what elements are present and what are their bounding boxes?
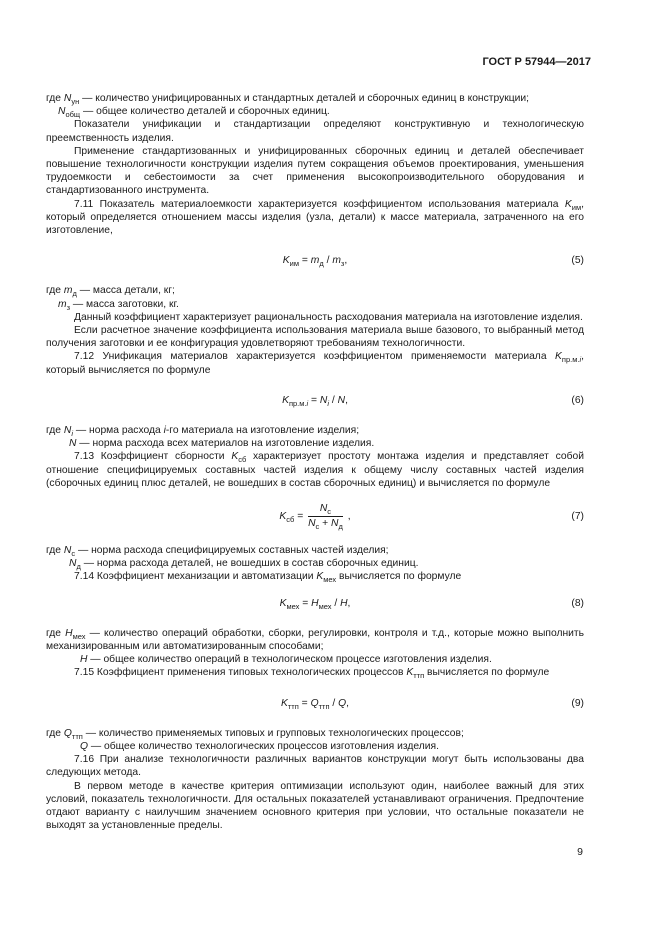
formula-8-expression: $K_{мех} = H_{мех} / H$, xyxy=(279,597,351,611)
clause-7-15: 7.15 Коэффициент применения типовых технологических процессов $K_{ттп}$ вычисляется по формуле xyxy=(74,667,550,681)
clause-7-13: 7.13 Коэффициент сборности $K_{сб}$ характеризует простоту монтажа изделия и представляет собой отношение специфицируемых составных частей изделия к общему числу составных частей изделия (сборочных единиц плюс деталей, не вошедших в состав сборочных единиц) и вычисляется по формуле xyxy=(46,451,584,489)
definition-h-total: H — общее количество операций в технологическом процессе изготовления изделия. xyxy=(80,654,492,666)
definition-n-un: где $N_{ун}$ — количество унифицированных и стандартных деталей и сборочных единиц в конструкции; xyxy=(46,93,529,106)
definition-n-total: $N_{общ}$ — общее количество деталей и сборочных единиц. xyxy=(58,106,330,120)
formula-8 xyxy=(46,597,584,610)
clause-7-11: 7.11 Показатель материалоемкости характеризуется коэффициентом использования материала $K_{им}$, который определяется отношением массы изделия (узла, детали) к массе материала, затраченного на его изготовление, xyxy=(46,198,584,237)
definition-q-ttp: где $Q_{ттп}$ — количество применяемых типовых и групповых технологических процессов; xyxy=(46,727,464,741)
paragraph-unification: Показатели унификации и стандартизации определяют конструктивную и технологическую преемственность изделия. xyxy=(46,119,584,144)
formula-7-expression: $K_{сб}$ = $\frac{N_с}{N_с + N_д}$ , xyxy=(279,503,351,532)
definition-h-mech-lead: где $H_{мех}$ — количество операций обработки, сборки, регулировки, контроля и т.д., которые можно выполнить механизированным или автоматизированным способами; xyxy=(46,627,584,653)
clause-7-14: 7.14 Коэффициент механизации и автоматизации $K_{мех}$ вычисляется по формуле xyxy=(74,571,462,585)
definition-m-detail: где $m_д$ — масса детали, кг; xyxy=(46,285,175,299)
formula-5-number: (5) xyxy=(571,255,584,267)
paragraph-coefficient-meaning: Данный коэффициент характеризует рациональность расходования материала на изготовление изделия. xyxy=(74,311,583,323)
formula-6-number: (6) xyxy=(571,394,584,406)
document-header: ГОСТ Р 57944—2017 xyxy=(482,56,591,68)
formula-6-expression: $K_{пр.м.i} = N_i / N$, xyxy=(282,394,348,408)
formula-6 xyxy=(46,394,584,407)
formula-8-number: (8) xyxy=(571,597,584,609)
formula-7-number: (7) xyxy=(571,511,584,523)
formula-9 xyxy=(46,697,584,710)
definition-q-total: Q — общее количество технологических процессов изготовления изделия. xyxy=(80,741,439,753)
clause-7-12: 7.12 Унификация материалов характеризуется коэффициентом применяемости материала $K_{пр.м.i}$, который вычисляется по формуле xyxy=(46,351,584,376)
formula-5 xyxy=(46,254,584,267)
definition-n-c: где $N_с$ — норма расхода специфицируемых составных частей изделия; xyxy=(46,545,389,559)
paragraph-standardization: Применение стандартизованных и унифицированных сборочных единиц и деталей обеспечивает повышение технологичности конструкции изделия путем сокращения объемов проектирования, уменьшения трудоемкости и себестоимости за счет применения высокопроизводительного оборудования и стандартизованного инструмента. xyxy=(46,145,584,197)
paragraph-coefficient-base: Если расчетное значение коэффициента использования материала выше базового, то выбранный метод получения заготовки и ее конфигурация удовлетворяют требованиям технологичности. xyxy=(46,325,584,350)
definition-n-i: где $N_i$ — норма расхода i-го материала на изготовление изделия; xyxy=(46,425,360,439)
formula-7-fraction: $\frac{N_с}{N_с + N_д}$ xyxy=(308,503,343,532)
page-number: 9 xyxy=(577,846,583,858)
clause-7-16: 7.16 При анализе технологичности различных вариантов конструкции могут быть использованы два следующих метода. xyxy=(46,754,584,779)
formula-5-expression: $K_{им} = m_д / m_з$, xyxy=(282,255,348,269)
formula-9-number: (9) xyxy=(571,697,584,709)
paragraph-first-method: В первом методе в качестве критерия оптимизации используют один, наиболее важный для этих условий, показатель технологичности. Для остальных показателей устанавливают ограничения. Предпочтение отдают варианту с наилучшим значением основного критерия при условии, что остальные показатели не выходят за установленные пределы. xyxy=(46,780,584,832)
formula-9-expression: $K_{ттп} = Q_{ттп} / Q$, xyxy=(281,697,349,711)
formula-7 xyxy=(46,503,584,531)
definition-m-blank: $m_з$ — масса заготовки, кг. xyxy=(58,298,179,312)
page-content xyxy=(46,92,584,832)
definition-n-all: N — норма расхода всех материалов на изготовление изделия. xyxy=(69,438,375,450)
definition-n-d: $N_д$ — норма расхода деталей, не вошедших в состав сборочных единиц. xyxy=(69,558,419,572)
